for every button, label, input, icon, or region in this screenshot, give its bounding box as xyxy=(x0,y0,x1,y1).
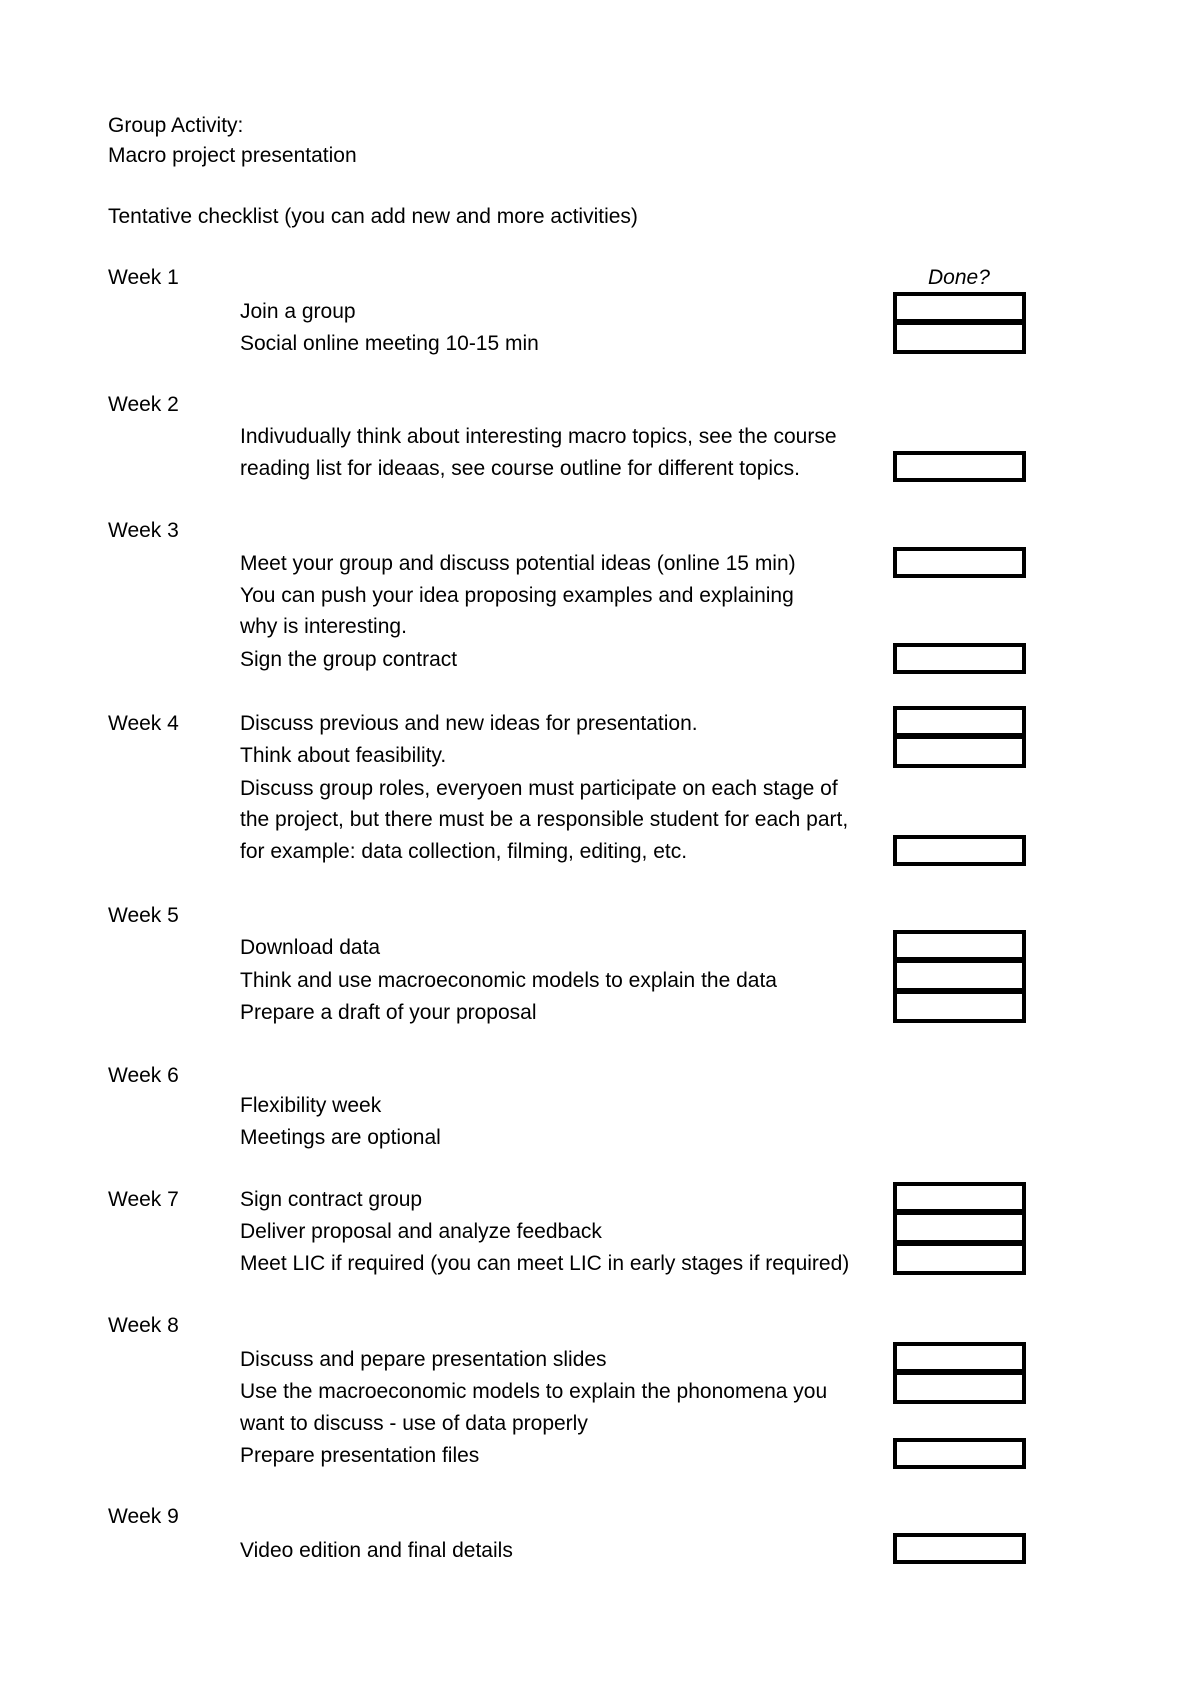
done-checkbox[interactable] xyxy=(893,1438,1026,1469)
done-checkbox[interactable] xyxy=(893,547,1026,578)
task-text: Use the macroeconomic models to explain the phonomena you xyxy=(240,1380,828,1403)
week-label: Week 5 xyxy=(108,904,179,927)
done-checkbox[interactable] xyxy=(893,930,1026,961)
title-line-2: Macro project presentation xyxy=(108,144,357,167)
done-checkbox[interactable] xyxy=(893,1373,1026,1404)
done-checkbox[interactable] xyxy=(893,1244,1026,1275)
week-label: Week 8 xyxy=(108,1314,179,1337)
task-text: Indivudually think about interesting macro topics, see the course xyxy=(240,425,837,448)
done-checkbox[interactable] xyxy=(893,1182,1026,1213)
done-checkbox[interactable] xyxy=(893,1213,1026,1244)
task-text: Sign the group contract xyxy=(240,648,458,671)
intro-text: Tentative checklist (you can add new and more activities) xyxy=(108,205,638,228)
week-label: Week 3 xyxy=(108,519,179,542)
week-label: Week 2 xyxy=(108,393,179,416)
task-text: You can push your idea proposing examples and explaining xyxy=(240,584,794,607)
week-label: Week 4 xyxy=(108,712,179,735)
done-checkbox[interactable] xyxy=(893,323,1026,354)
task-text: for example: data collection, filming, editing, etc. xyxy=(240,840,688,863)
task-text: Join a group xyxy=(240,300,356,323)
week-label: Week 1 xyxy=(108,266,179,289)
task-text: Discuss and pepare presentation slides xyxy=(240,1348,607,1371)
task-text: Discuss group roles, everyoen must participate on each stage of xyxy=(240,777,838,800)
task-text: Download data xyxy=(240,936,381,959)
task-text: Think about feasibility. xyxy=(240,744,447,767)
task-text: Video edition and final details xyxy=(240,1539,513,1562)
task-text: Deliver proposal and analyze feedback xyxy=(240,1220,602,1243)
task-text: Social online meeting 10-15 min xyxy=(240,332,539,355)
done-checkbox[interactable] xyxy=(893,961,1026,992)
done-checkbox[interactable] xyxy=(893,706,1026,737)
task-text: why is interesting. xyxy=(240,615,407,638)
task-text: Flexibility week xyxy=(240,1094,382,1117)
done-checkbox[interactable] xyxy=(893,835,1026,866)
done-checkbox[interactable] xyxy=(893,451,1026,482)
week-label: Week 9 xyxy=(108,1505,179,1528)
week-label: Week 7 xyxy=(108,1188,179,1211)
done-checkbox[interactable] xyxy=(893,643,1026,674)
task-text: reading list for ideaas, see course outline for different topics. xyxy=(240,457,800,480)
task-text: Think and use macroeconomic models to explain the data xyxy=(240,969,777,992)
done-checkbox[interactable] xyxy=(893,1342,1026,1373)
title-line-1: Group Activity: xyxy=(108,114,244,137)
week-label: Week 6 xyxy=(108,1064,179,1087)
task-text: the project, but there must be a responsible student for each part, xyxy=(240,808,849,831)
task-text: want to discuss - use of data properly xyxy=(240,1412,588,1435)
task-text: Discuss previous and new ideas for presentation. xyxy=(240,712,698,735)
task-text: Meet your group and discuss potential ideas (online 15 min) xyxy=(240,552,796,575)
done-checkbox[interactable] xyxy=(893,992,1026,1023)
done-column-header: Done? xyxy=(928,266,990,289)
done-checkbox[interactable] xyxy=(893,1533,1026,1564)
task-text: Meet LIC if required (you can meet LIC in early stages if required) xyxy=(240,1252,850,1275)
task-text: Meetings are optional xyxy=(240,1126,441,1149)
task-text: Prepare a draft of your proposal xyxy=(240,1001,537,1024)
task-text: Sign contract group xyxy=(240,1188,423,1211)
task-text: Prepare presentation files xyxy=(240,1444,480,1467)
done-checkbox[interactable] xyxy=(893,737,1026,768)
done-checkbox[interactable] xyxy=(893,292,1026,323)
